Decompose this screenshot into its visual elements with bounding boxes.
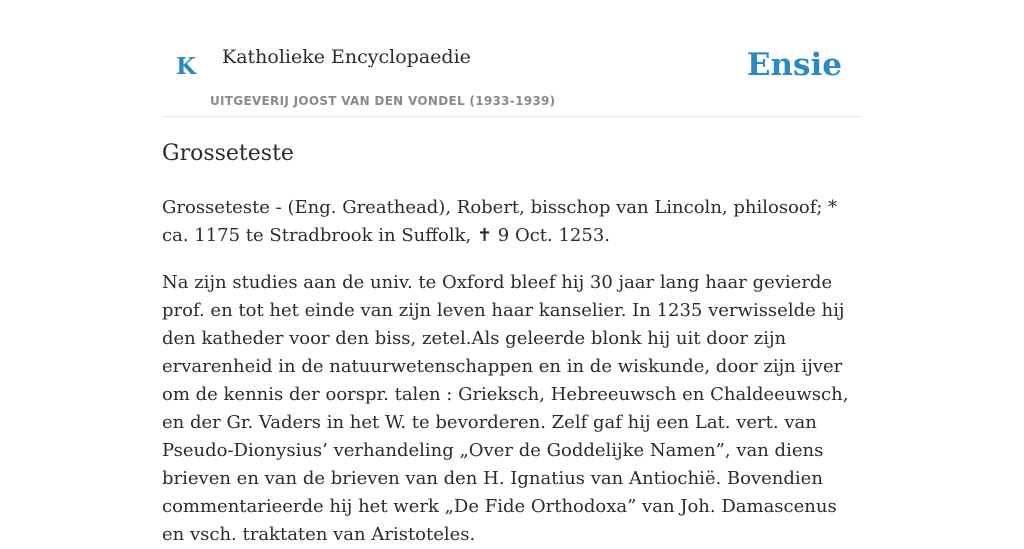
article	[162, 138, 862, 549]
encyclopedia-logo-icon[interactable]: K	[176, 53, 196, 80]
article-paragraph-intro: Grosseteste - (Eng. Greathead), Robert, bisschop van Lincoln, philosoof; * ca. 1175 te Stradbrook in Suffolk, ✝ 9 Oct. 1253.	[162, 197, 838, 246]
site-header	[162, 0, 862, 117]
article-paragraph-body: Na zijn studies aan de univ. te Oxford bleef hij 30 jaar lang haar gevierde prof. en tot het einde van zijn leven haar kanselier. In 1235 verwisselde hij den katheder voor den biss, zetel.Als geleerde blonk hij uit door zijn ervarenheid in de natuurwetenschappen en in de wiskunde, door zijn ijver om de kennis der oorspr. talen : Grieksch, Hebreeuwsch en Chaldeeuwsch, en der Gr. Vaders in het W. te bevorderen. Zelf gaf hij een Lat. vert. van Pseudo-Dionysius’ verhandeling „Over de Goddelijke Namen”, van diens brieven en van de brieven van den H. Ignatius van Antiochië. Bovendien commentarieerde hij het werk „De Fide Orthodoxa” van Joh. Damascenus en vsch. traktaten van Aristoteles.	[162, 272, 849, 545]
ensie-logo-link[interactable]: Ensie	[746, 47, 842, 83]
encyclopedia-title-link[interactable]: Katholieke Encyclopaedie	[222, 46, 471, 68]
publisher-label: UITGEVERIJ JOOST VAN DEN VONDEL (1933-1939)	[210, 94, 556, 108]
article-title: Grosseteste	[162, 141, 294, 166]
